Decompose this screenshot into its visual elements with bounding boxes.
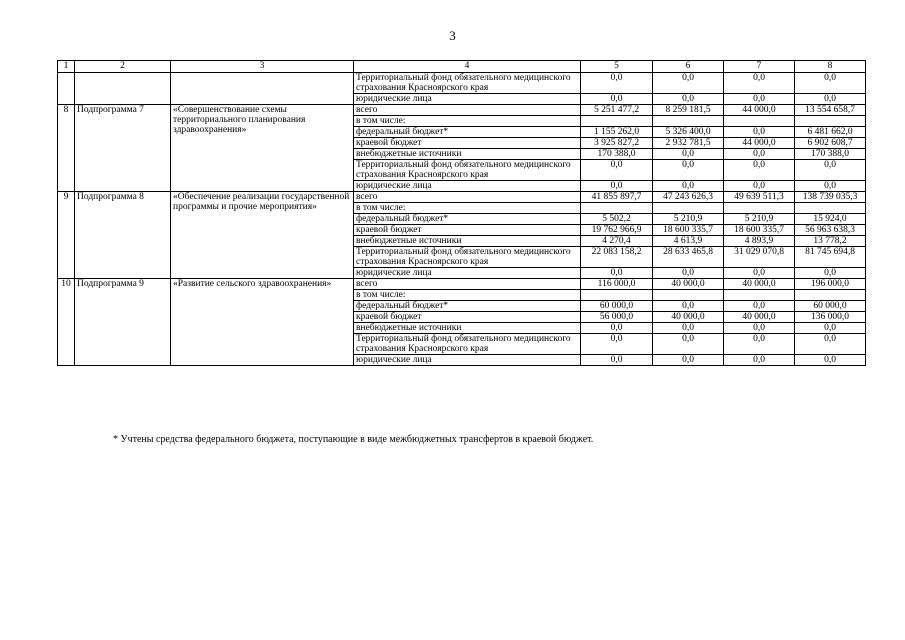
source-label: Территориальный фонд обязательного медицинского страхования Красноярского края (354, 247, 581, 268)
program-cell (75, 73, 171, 105)
value-cell-col-5: 0,0 (581, 160, 653, 181)
value-cell-col-7: 0,0 (724, 94, 795, 105)
budget-table (57, 60, 866, 366)
table-row (58, 105, 866, 116)
value-cell-col-5: 22 083 158,2 (581, 247, 653, 268)
footnote: * Учтены средства федерального бюджета, поступающие в виде межбюджетных трансфертов в краевой бюджет. (113, 434, 594, 445)
source-label: федеральный бюджет* (354, 214, 581, 225)
value-cell-col-5: 0,0 (581, 355, 653, 366)
source-label: всего (354, 105, 581, 116)
value-cell-col-8: 6 902 608,7 (795, 138, 866, 149)
header-col-8: 8 (795, 61, 866, 73)
value-cell-col-5: 4 270,4 (581, 236, 653, 247)
row-number-cell: 9 (58, 192, 75, 279)
value-cell-col-6: 2 932 781,5 (653, 138, 724, 149)
program-name-cell: Подпрограмма 8 (75, 192, 171, 279)
value-cell-col-5: 116 000,0 (581, 279, 653, 290)
value-cell-col-6: 0,0 (653, 181, 724, 192)
value-cell-col-7: 40 000,0 (724, 312, 795, 323)
value-cell-col-7: 0,0 (724, 149, 795, 160)
value-cell-col-8: 0,0 (795, 160, 866, 181)
source-label: внебюджетные источники (354, 149, 581, 160)
program-title-cell: «Развитие сельского здравоохранения» (171, 279, 354, 366)
value-cell-col-7 (724, 116, 795, 127)
source-label: краевой бюджет (354, 138, 581, 149)
row-number-cell: 10 (58, 279, 75, 366)
value-cell-col-5: 60 000,0 (581, 301, 653, 312)
value-cell-col-8: 138 739 035,3 (795, 192, 866, 203)
source-label: юридические лица (354, 355, 581, 366)
value-cell-col-8: 0,0 (795, 268, 866, 279)
value-cell-col-8: 56 963 638,3 (795, 225, 866, 236)
source-label: федеральный бюджет* (354, 127, 581, 138)
header-col-7: 7 (724, 61, 795, 73)
value-cell-col-8: 0,0 (795, 323, 866, 334)
value-cell-col-8: 81 745 694,8 (795, 247, 866, 268)
value-cell-col-5 (581, 290, 653, 301)
value-cell-col-5: 0,0 (581, 323, 653, 334)
program-name-cell: Подпрограмма 9 (75, 279, 171, 366)
value-cell-col-8: 0,0 (795, 181, 866, 192)
value-cell-col-6: 0,0 (653, 149, 724, 160)
value-cell-col-7: 0,0 (724, 323, 795, 334)
source-label: юридические лица (354, 94, 581, 105)
value-cell-col-7: 0,0 (724, 301, 795, 312)
header-col-6: 6 (653, 61, 724, 73)
value-cell-col-8: 0,0 (795, 94, 866, 105)
table-row (58, 192, 866, 203)
source-label: федеральный бюджет* (354, 301, 581, 312)
value-cell-col-8: 196 000,0 (795, 279, 866, 290)
value-cell-col-5: 5 502,2 (581, 214, 653, 225)
value-cell-col-5: 0,0 (581, 268, 653, 279)
value-cell-col-7: 0,0 (724, 355, 795, 366)
source-label: юридические лица (354, 268, 581, 279)
value-cell-col-8: 170 388,0 (795, 149, 866, 160)
source-label: в том числе: (354, 116, 581, 127)
program-title-cell: «Совершенствование схемы территориального планирования здравоохранения» (171, 105, 354, 192)
source-label: Территориальный фонд обязательного медицинского страхования Красноярского края (354, 334, 581, 355)
table-body (58, 73, 866, 366)
row-number-cell (58, 73, 75, 105)
value-cell-col-5: 1 155 262,0 (581, 127, 653, 138)
header-col-3: 3 (171, 61, 354, 73)
value-cell-col-5: 41 855 897,7 (581, 192, 653, 203)
value-cell-col-5: 3 925 827,2 (581, 138, 653, 149)
value-cell-col-7: 0,0 (724, 160, 795, 181)
value-cell-col-5: 56 000,0 (581, 312, 653, 323)
program-title-cell: «Обеспечение реализации государственной программы и прочие мероприятия» (171, 192, 354, 279)
source-label: внебюджетные источники (354, 323, 581, 334)
row-number-cell: 8 (58, 105, 75, 192)
value-cell-col-6: 47 243 626,3 (653, 192, 724, 203)
value-cell-col-6: 0,0 (653, 323, 724, 334)
value-cell-col-6: 5 326 400,0 (653, 127, 724, 138)
value-cell-col-7: 0,0 (724, 181, 795, 192)
title-cell (171, 73, 354, 105)
header-row (58, 61, 866, 73)
source-label: краевой бюджет (354, 225, 581, 236)
table-row (58, 279, 866, 290)
value-cell-col-7: 49 639 511,3 (724, 192, 795, 203)
value-cell-col-7: 44 000,0 (724, 105, 795, 116)
value-cell-col-7: 40 000,0 (724, 279, 795, 290)
value-cell-col-8 (795, 203, 866, 214)
value-cell-col-6: 5 210,9 (653, 214, 724, 225)
value-cell-col-8: 0,0 (795, 334, 866, 355)
value-cell-col-8: 6 481 662,0 (795, 127, 866, 138)
value-cell-col-7 (724, 203, 795, 214)
value-cell-col-5: 170 388,0 (581, 149, 653, 160)
value-cell-col-8: 15 924,0 (795, 214, 866, 225)
value-cell-col-6: 4 613,9 (653, 236, 724, 247)
value-cell-col-6: 0,0 (653, 334, 724, 355)
value-cell-col-7: 0,0 (724, 127, 795, 138)
value-cell-col-6: 0,0 (653, 160, 724, 181)
value-cell-col-6: 28 633 465,8 (653, 247, 724, 268)
value-cell-col-8: 13 778,2 (795, 236, 866, 247)
value-cell-col-6 (653, 203, 724, 214)
value-cell-col-8: 60 000,0 (795, 301, 866, 312)
value-cell-col-6: 18 600 335,7 (653, 225, 724, 236)
value-cell-col-5: 0,0 (581, 181, 653, 192)
value-cell-col-5 (581, 116, 653, 127)
value-cell-col-7: 44 000,0 (724, 138, 795, 149)
value-cell-col-7: 0,0 (724, 334, 795, 355)
header-col-2: 2 (75, 61, 171, 73)
source-label: юридические лица (354, 181, 581, 192)
value-cell-col-6 (653, 116, 724, 127)
value-cell-col-6: 8 259 181,5 (653, 105, 724, 116)
value-cell-col-5: 0,0 (581, 94, 653, 105)
source-label: всего (354, 279, 581, 290)
value-cell-col-5: 19 762 966,9 (581, 225, 653, 236)
value-cell-col-8: 0,0 (795, 355, 866, 366)
value-cell-col-6: 0,0 (653, 268, 724, 279)
value-cell-col-7 (724, 290, 795, 301)
value-cell-col-6: 40 000,0 (653, 312, 724, 323)
value-cell-col-6: 0,0 (653, 94, 724, 105)
value-cell-col-5 (581, 203, 653, 214)
value-cell-col-7: 4 893,9 (724, 236, 795, 247)
source-label: в том числе: (354, 203, 581, 214)
header-col-4: 4 (354, 61, 581, 73)
value-cell-col-6: 0,0 (653, 301, 724, 312)
value-cell-col-5: 0,0 (581, 73, 653, 94)
value-cell-col-7: 5 210,9 (724, 214, 795, 225)
source-label: в том числе: (354, 290, 581, 301)
value-cell-col-5: 0,0 (581, 334, 653, 355)
value-cell-col-7: 31 029 070,8 (724, 247, 795, 268)
value-cell-col-7: 0,0 (724, 268, 795, 279)
source-label: Территориальный фонд обязательного медицинского страхования Красноярского края (354, 73, 581, 94)
value-cell-col-7: 18 600 335,7 (724, 225, 795, 236)
value-cell-col-6 (653, 290, 724, 301)
value-cell-col-5: 5 251 477,2 (581, 105, 653, 116)
page-number: 3 (449, 28, 456, 43)
header-col-1: 1 (58, 61, 75, 73)
value-cell-col-8: 136 000,0 (795, 312, 866, 323)
program-name-cell: Подпрограмма 7 (75, 105, 171, 192)
table-row (58, 73, 866, 94)
source-label: всего (354, 192, 581, 203)
value-cell-col-8 (795, 290, 866, 301)
source-label: внебюджетные источники (354, 236, 581, 247)
value-cell-col-8: 13 554 658,7 (795, 105, 866, 116)
source-label: краевой бюджет (354, 312, 581, 323)
value-cell-col-6: 40 000,0 (653, 279, 724, 290)
value-cell-col-7: 0,0 (724, 73, 795, 94)
value-cell-col-8 (795, 116, 866, 127)
value-cell-col-8: 0,0 (795, 73, 866, 94)
value-cell-col-6: 0,0 (653, 355, 724, 366)
source-label: Территориальный фонд обязательного медицинского страхования Красноярского края (354, 160, 581, 181)
value-cell-col-6: 0,0 (653, 73, 724, 94)
header-col-5: 5 (581, 61, 653, 73)
